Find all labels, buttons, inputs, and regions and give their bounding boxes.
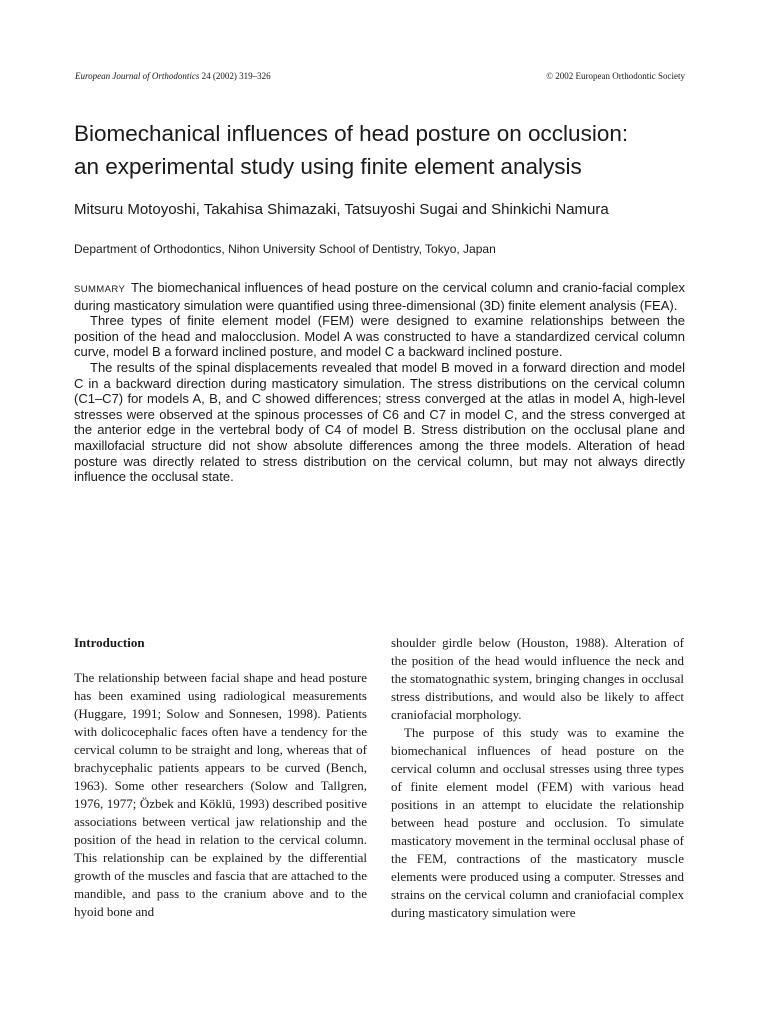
intro-paragraph-1-continued: shoulder girdle below (Houston, 1988). Alteration of the position of the head would influence the neck and the stomatognathic system, bringing changes in occlusal stress distributions, and would also be likely to affect craniofacial morphology.: [391, 635, 684, 722]
abstract-paragraph-2: Three types of finite element model (FEM) were designed to examine relationships between the position of the head and malocclusion. Model A was constructed to have a standardized cervical column curve, model B a forward inclined posture, and model C a backward inclined posture.: [74, 313, 685, 360]
abstract: [74, 280, 685, 485]
title-line-1: Biomechanical influences of head posture on occlusion:: [74, 121, 629, 146]
body-column-left: [74, 634, 367, 921]
journal-citation: [75, 71, 271, 81]
abstract-paragraph-1: [74, 280, 685, 313]
journal-name: European Journal of Orthodontics: [75, 71, 200, 81]
body-column-right: [391, 634, 684, 922]
intro-paragraph-2: The purpose of this study was to examine the biomechanical influences of head posture on the cervical column and occlusal stresses using three types of finite element model (FEM) with various head positions in an attempt to elucidate the relationship between head posture and occlusion. To simulate masticatory movement in the terminal occlusal phase of the FEM, contractions of the masticatory muscle elements were produced using a computer. Stresses and strains on the cervical column and craniofacial complex during masticatory simulation were: [391, 725, 684, 920]
intro-paragraph-1: The relationship between facial shape and head posture has been examined using radiological measurements (Huggare, 1991; Solow and Sonnesen, 1998). Patients with dolicocephalic faces often have a tendency for the cervical column to be straight and long, whereas that of brachycephalic patients appears to be curved (Bench, 1963). Some other researchers (Solow and Tallgren, 1976, 1977; Özbek and Köklü, 1993) described positive associations between vertical jaw relationship and the position of the head in relation to the cervical column. This relationship can be explained by the differential growth of the muscles and fascia that are attached to the mandible, and pass to the cranium above and to the hyoid bone and: [74, 670, 367, 919]
copyright-notice: © 2002 European Orthodontic Society: [546, 71, 685, 81]
title-line-2: an experimental study using finite element analysis: [74, 154, 582, 179]
section-heading-introduction: Introduction: [74, 635, 145, 650]
journal-volume: 24 (2002) 319–326: [201, 71, 271, 81]
abstract-text-1: The biomechanical influences of head posture on the cervical column and cranio-facial complex during masticatory simulation were quantified using three-dimensional (3D) finite element analysis (FEA).: [74, 280, 685, 313]
summary-label: SUMMARY: [74, 284, 126, 295]
article-title: [74, 117, 714, 183]
affiliation: Department of Orthodontics, Nihon University School of Dentistry, Tokyo, Japan: [74, 242, 496, 256]
abstract-paragraph-3: The results of the spinal displacements revealed that model B moved in a forward direction and model C in a backward direction during masticatory simulation. The stress distributions on the cervical column (C1–C7) for models A, B, and C showed differences; stress converged at the atlas in model A, high-level stresses were observed at the spinous processes of C6 and C7 in model C, and the stress converged at the anterior edge in the vertebral body of C4 of model B. Stress distribution on the occlusal plane and maxillofacial structure did not show absolute differences among the three models. Alteration of head posture was directly related to stress distribution on the cervical column, but may not always directly influence the occlusal state.: [74, 359, 685, 485]
author-list: Mitsuru Motoyoshi, Takahisa Shimazaki, Tatsuyoshi Sugai and Shinkichi Namura: [74, 201, 609, 218]
